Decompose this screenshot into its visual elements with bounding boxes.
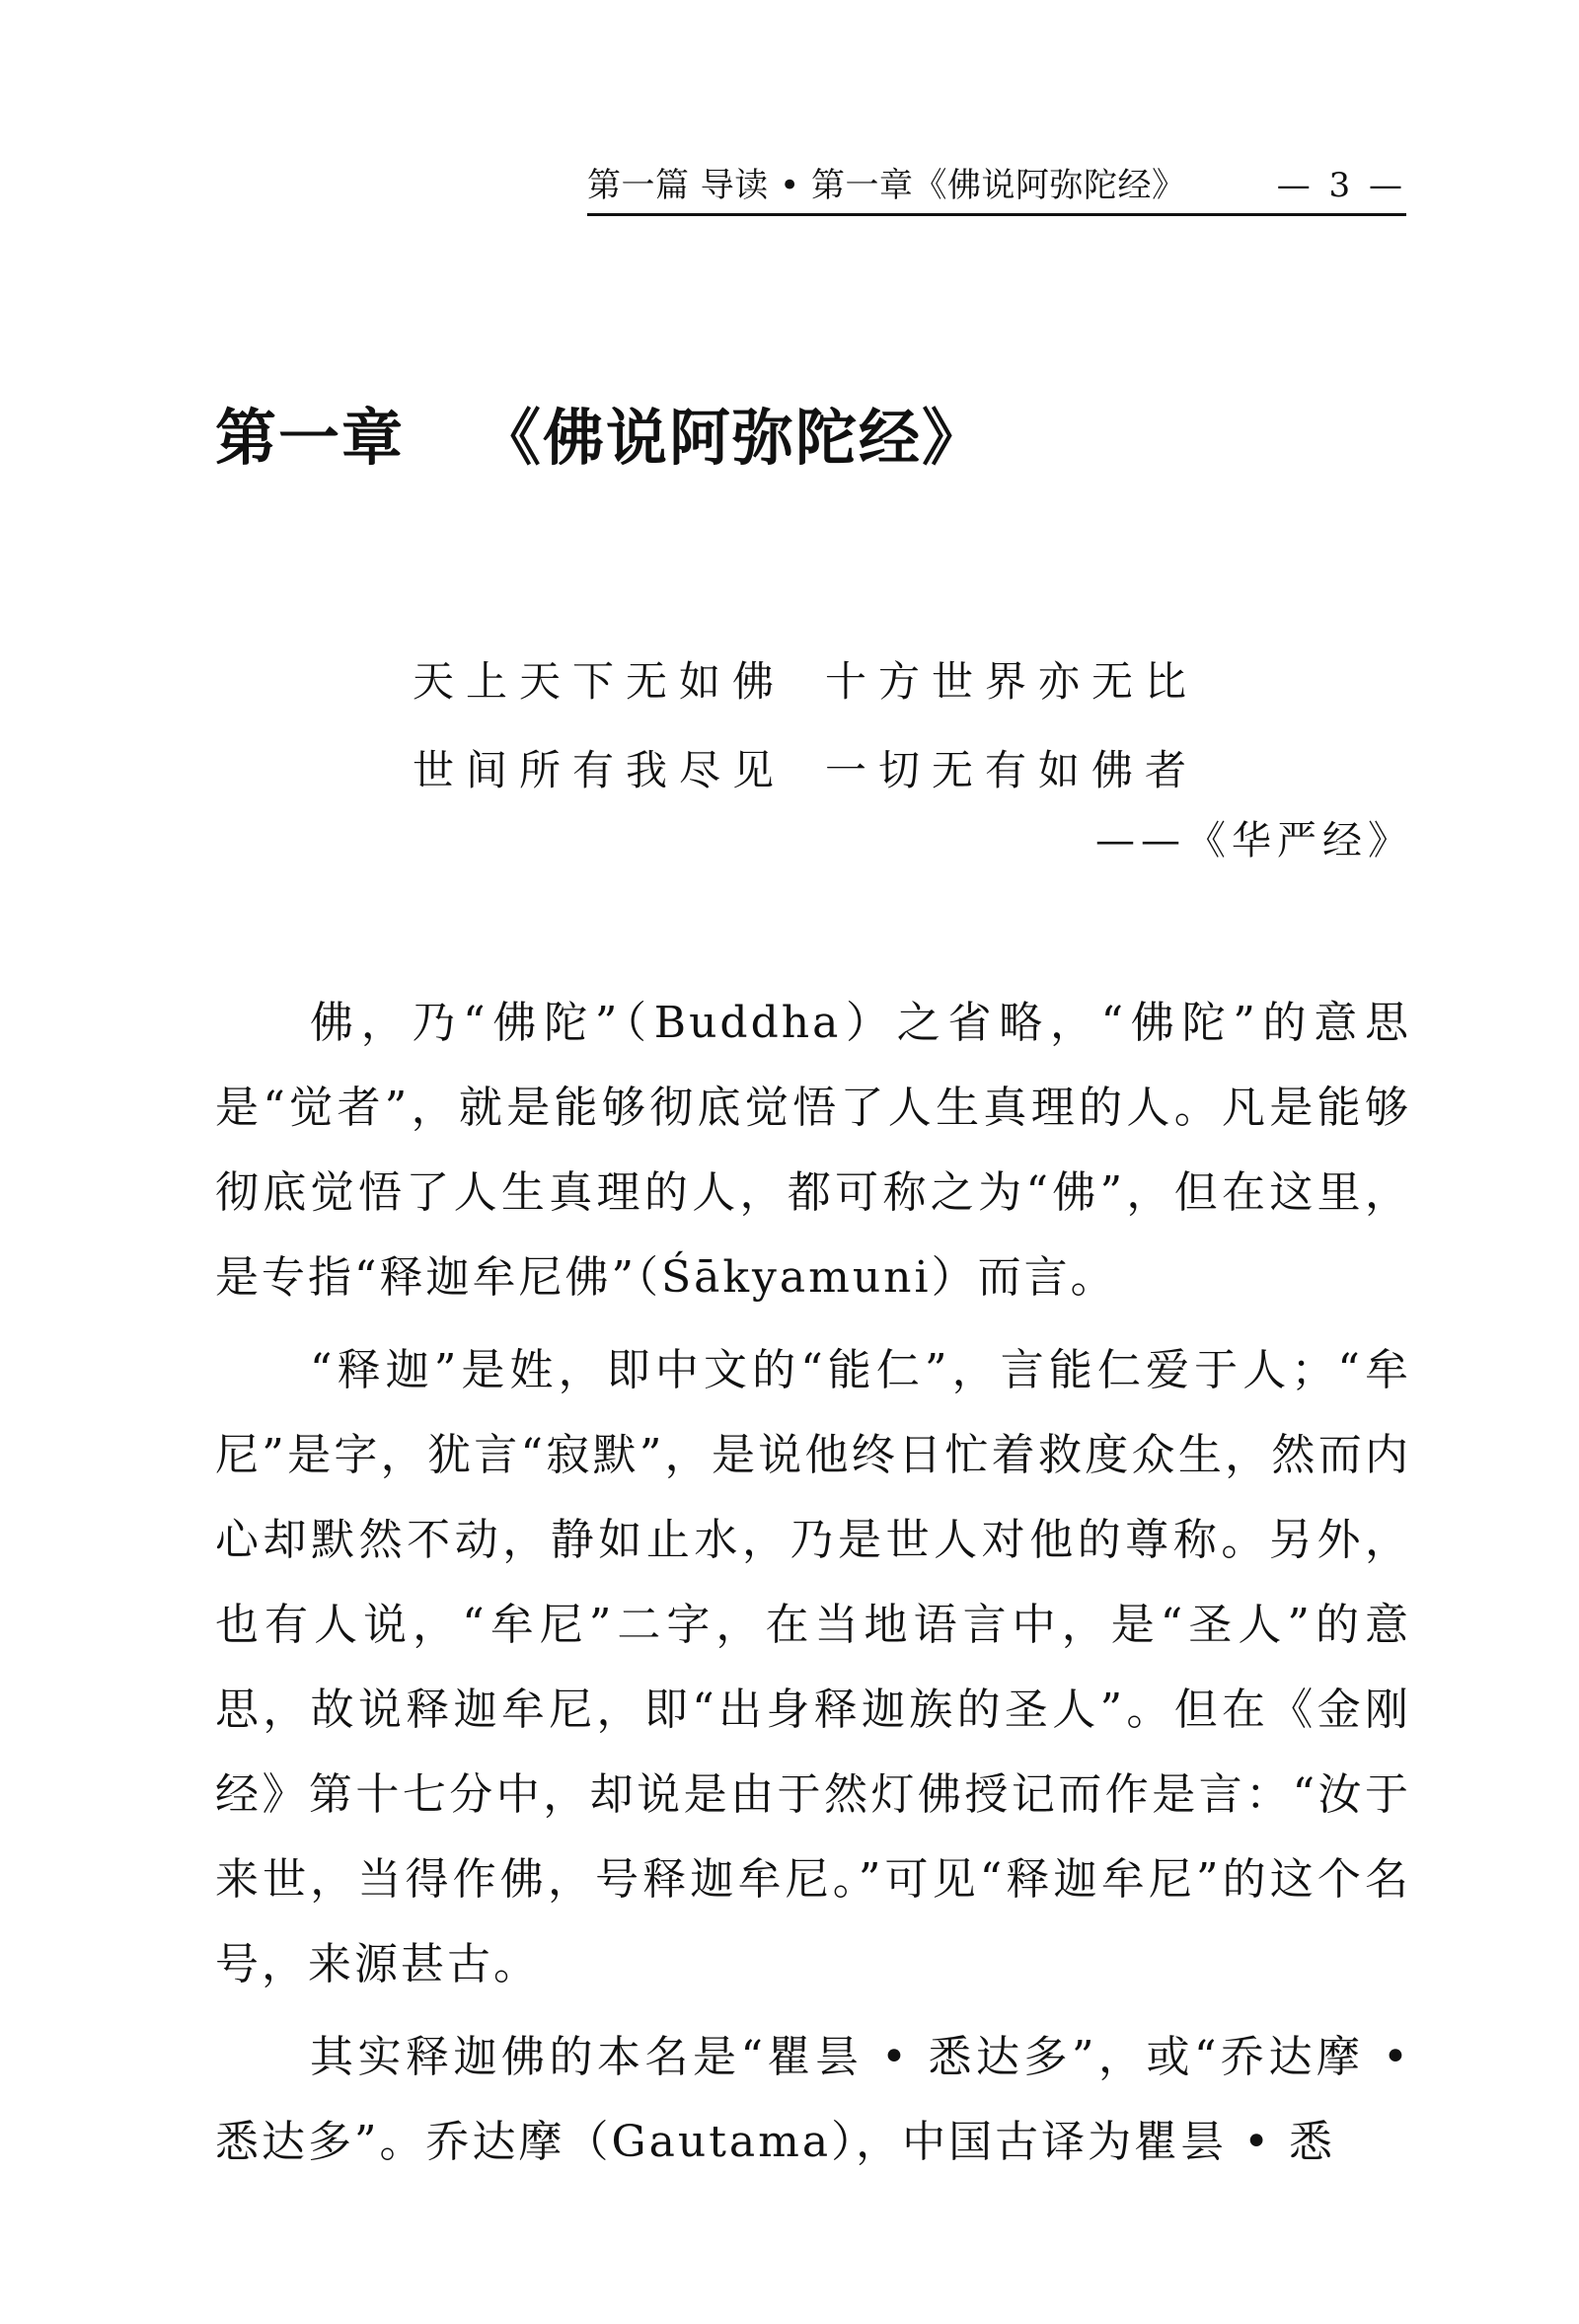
verse-line [413, 637, 1198, 726]
verse-half: 天上天下无如佛 [413, 657, 787, 706]
epigraph-source: ——《华严经》 [1095, 818, 1413, 863]
verse-half: 世间所有我尽见 [413, 746, 787, 794]
verse-line [413, 726, 1198, 815]
body-text [215, 981, 1411, 2193]
chapter-heading [215, 399, 985, 478]
body-paragraph: “释迦”是姓，即中文的“能仁”，言能仁爱于人；“牟尼”是字，犹言“寂默”，是说他终日忙着救度众生，然而内心却默然不动，静如止水，乃是世人对他的尊称。另外，也有人说，“牟尼”二字，在当地语言中，是“圣人”的意思，故说释迦牟尼，即“出身释迦族的圣人”。但在《金刚经》第十七分中，却说是由于然灯佛授记而作是言：“汝于来世，当得作佛，号释迦牟尼。”可见“释迦牟尼”的这个名号，来源甚古。 [215, 1345, 1411, 1989]
running-header [587, 158, 1406, 216]
body-paragraph: 佛，乃“佛陀”（Buddha）之省略，“佛陀”的意思是“觉者”，就是能够彻底觉悟了人生真理的人。凡是能够彻底觉悟了人生真理的人，都可称之为“佛”，但在这里，是专指“释迦牟尼佛”（Śākyamuni）而言。 [215, 998, 1411, 1303]
chapter-name: 《佛说阿弥陀经》 [480, 402, 986, 474]
running-header-title: 第一篇 导读 • 第一章《佛说阿弥陀经》 [587, 166, 1186, 205]
body-paragraph: 其实释迦佛的本名是“瞿昙 • 悉达多”，或“乔达摩 • 悉达多”。乔达摩（Gautama），中国古译为瞿昙 • 悉 [215, 2032, 1411, 2167]
verse-half: 十方世界亦无比 [825, 657, 1199, 706]
page-number: — 3 — [1276, 166, 1406, 205]
verse-half: 一切无有如佛者 [825, 746, 1199, 794]
chapter-number: 第一章 [215, 402, 406, 474]
epigraph-verse [413, 637, 1198, 815]
